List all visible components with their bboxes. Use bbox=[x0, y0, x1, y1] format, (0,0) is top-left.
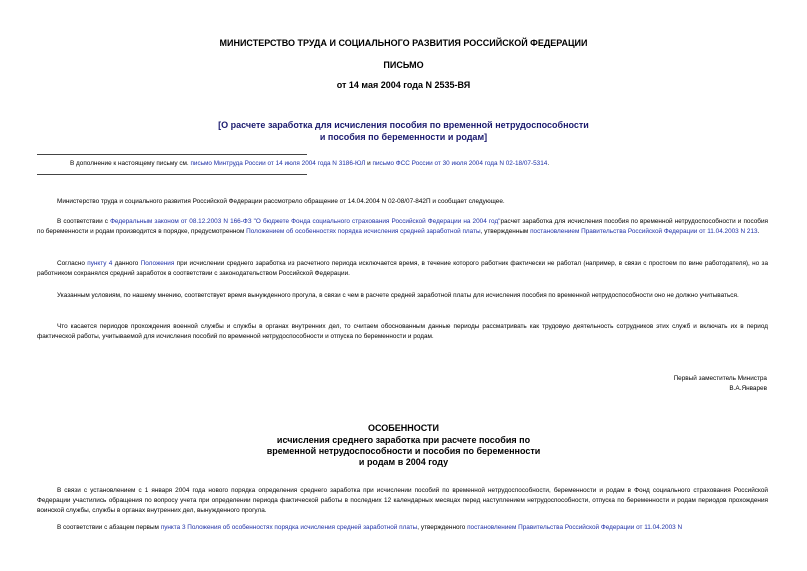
document-type: ПИСЬМО bbox=[383, 60, 424, 70]
paragraph-6: В связи с установлением с 1 января 2004 года нового порядка определения среднего заработка при исчислении пособий по временной нетрудоспособности, беременности и родам в Фонд социального страхования Российской Федерации участились обращения по вопросу учета при определении периода фактической работы в последних 12 календарных месяцах перед наступлением нетрудоспособности, отпуска по беременности и родам периодов прохождения воинской службы, службы в органах внутренних дел, вынужденного прогула. bbox=[37, 487, 768, 514]
paragraph-4: Указанным условиям, по нашему мнению, соответствует время вынужденного прогула, в связи с чем в расчете средней заработной платы для исчисления пособия по временной нетрудоспособности оно не должно учитываться. bbox=[57, 292, 739, 299]
section-subtitle: исчисления среднего заработка при расчете пособия по временной нетрудоспособности и пособия по беременности и родам в 2004 году bbox=[266, 435, 541, 467]
link-clause-3-regulation[interactable]: пункта 3 Положения об особенностях порядка исчисления средней заработной платы bbox=[160, 524, 418, 531]
link-federal-law-166[interactable]: Федеральным законом от 08.12.2003 N 166-ФЗ "О бюджете Фонда социального страхования Российской Федерации на 2004 год" bbox=[110, 218, 501, 225]
paragraph-1: Министерство труда и социального развития Российской Федерации рассмотрело обращение от 14.04.2004 N 02-08/07-842П и сообщает следующее. bbox=[57, 198, 505, 205]
link-regulation-average-salary[interactable]: Положением об особенностях порядка исчисления средней заработной платы bbox=[246, 228, 481, 235]
divider-top bbox=[37, 154, 307, 155]
paragraph-2: В соответствии с Федеральным законом от 08.12.2003 N 166-ФЗ "О бюджете Фонда социального страхования Российской Федерации на 2004 год"расчет заработка для исчисления пособия по временной нетрудоспособности и пособия по беременности и родам производится в порядке, предусмотренном Положением об особенностях порядка исчисления средней заработной платы, утвержденным постановлением Правительства Российской Федерации от 11.04.2003 N 213. bbox=[37, 218, 768, 235]
link-government-decree-213[interactable]: постановлением Правительства Российской Федерации от 11.04.2003 N 213 bbox=[530, 228, 758, 235]
section-title: ОСОБЕННОСТИ bbox=[368, 423, 439, 433]
paragraph-5: Что касается периодов прохождения военной службы и службы в органах внутренних дел, то считаем обоснованным данные периоды рассматривать как трудовую деятельность сотрудников этих служб и включать их в период фактической работы, учитываемой для исчисления пособий по временной нетрудоспособности и отпуска по беременности и родам. bbox=[37, 323, 768, 340]
link-regulation[interactable]: Положения bbox=[140, 260, 175, 267]
paragraph-7: В соответствии с абзацем первым пункта 3 Положения об особенностях порядка исчисления средней заработной платы, утвержденного постановлением Правительства Российской Федерации от 11.04.2003 N bbox=[57, 524, 683, 531]
subject-line-1: [О расчете заработка для исчисления пособия по временной нетрудоспособности bbox=[218, 120, 589, 130]
divider-bottom bbox=[37, 174, 307, 175]
link-fss-letter[interactable]: письмо ФСС России от 30 июля 2004 года N 02-18/07-5314 bbox=[372, 160, 548, 167]
document-date: от 14 мая 2004 года N 2535-ВЯ bbox=[336, 80, 471, 90]
letter-subject bbox=[0, 119, 807, 143]
signatory-name: В.А.Январев bbox=[729, 385, 767, 392]
link-government-decree[interactable]: постановлением Правительства Российской Федерации от 11.04.2003 N bbox=[467, 524, 683, 531]
ministry-title: МИНИСТЕРСТВО ТРУДА И СОЦИАЛЬНОГО РАЗВИТИЯ РОССИЙСКОЙ ФЕДЕРАЦИИ bbox=[219, 38, 588, 48]
link-clause-4[interactable]: пункту 4 bbox=[87, 260, 113, 267]
signature-block bbox=[567, 374, 767, 394]
link-mintrud-letter[interactable]: письмо Минтруда России от 14 июля 2004 года N 3186-ЮЛ bbox=[190, 160, 366, 167]
subject-line-2: и пособия по беременности и родам] bbox=[319, 132, 488, 142]
signatory-position: Первый заместитель Министра bbox=[673, 375, 767, 382]
paragraph-3: Согласно пункту 4 данного Положения при исчислении среднего заработка из расчетного периода исключается время, в течение которого работник фактически не работал (например, в связи с простоем по вине работодателя), но за работником сохранялся средний заработок в соответствии с законодательством Российской Федерации. bbox=[37, 260, 769, 277]
reference-note: В дополнение к настоящему письму см. письмо Минтруда России от 14 июля 2004 года N 3186-ЮЛ и письмо ФСС России от 30 июля 2004 года N 02-18/07-5314. bbox=[70, 160, 550, 167]
